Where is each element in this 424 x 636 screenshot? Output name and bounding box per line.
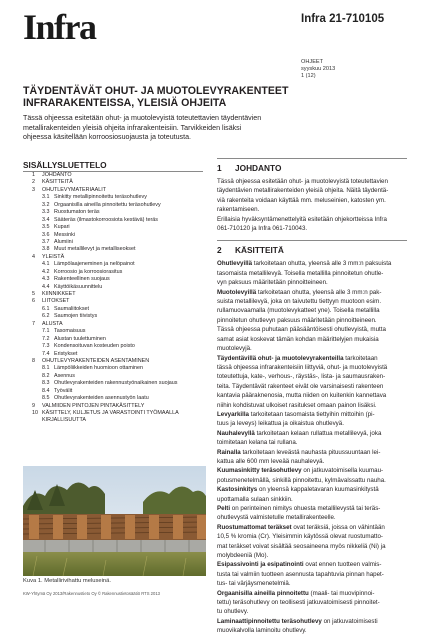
text-line: 10,5 % kromia (Cr). Yleisimmin käytössä olevat ruostumatto- (217, 533, 383, 541)
toc-item-number: 3.1 (42, 194, 50, 201)
toc-item-number: 3.2 (42, 201, 50, 208)
intro-line: ohjeessa käsitellään korroosiosuojausta ja toteutusta. (23, 133, 191, 142)
text-line: Levyarkilla tarkoitetaan tasomaista tiettyihin mittoihin (pi- (217, 410, 375, 418)
toc-item-number: 4.3 (42, 276, 50, 283)
toc-item-label: Sinkitty metallipinnoitettu teräsohutlevy (54, 194, 147, 201)
text-line: tusta tai valmiin tuotteen asennusta tapahtuvia pinnan hapet- (217, 570, 384, 578)
toc-item-label: Alustan tuulettuminen (54, 335, 106, 342)
toc-item-label: KÄSITTEITÄ (42, 179, 73, 186)
toc-item (23, 202, 206, 209)
section-2-body (217, 259, 407, 635)
toc-item (23, 417, 206, 424)
photo-image (23, 466, 206, 576)
text-line: Pelti on perinteinen nimitys ohuesta metallilevystä tai teräs- (217, 505, 381, 512)
toc-item-label: ALUSTA (42, 320, 63, 327)
toc-item (23, 276, 206, 283)
toc-item-label: Työvälit (54, 387, 73, 394)
toc-item-label: Käyttöikäsuunnittelu (54, 283, 103, 290)
toc-item-label: Orgaanisilla aineilla pinnoitettu teräsohutlevy (54, 201, 161, 208)
toc-item-label: Ohutlevyrakenteiden asennustyön laatu (54, 395, 149, 402)
document-meta (301, 59, 335, 81)
toc-item-number: 7.4 (42, 350, 50, 357)
text-line: rakentamiseen. (217, 206, 260, 214)
section-divider (217, 240, 407, 241)
toc-item (23, 298, 206, 305)
text-line: Tässä ohjeessa esitetään ohut- ja muotolevyistä toteutettavien (217, 178, 388, 185)
text-line: Nauhalevyllä tarkoitetaan kelaan rullattua metallilevyä, joka (217, 429, 382, 437)
toc-item-number: 3.4 (42, 216, 50, 223)
toc-item-number: 3.5 (42, 224, 50, 231)
toc-item-label: Kondensoituvan kosteuden poisto (54, 343, 135, 350)
text-line: Laminaattipinnoitettu teräsohutlevy on jatkuvatoimisesti (217, 617, 378, 625)
toc-item (23, 306, 206, 313)
table-of-contents (23, 172, 206, 425)
section-number: 2 (217, 245, 222, 256)
toc-item-label: Asennus (54, 372, 75, 379)
figure-caption: Kuva 1. Metallirivihattu meluseinä. (23, 578, 111, 584)
toc-item-number: 4.1 (42, 261, 50, 268)
toc-item-number: 7.2 (42, 335, 50, 342)
toc-item (23, 291, 206, 298)
toc-item-label: Muut metallilevyt ja metalliseokset (54, 246, 136, 253)
meta-date: syyskuu 2013 (301, 66, 336, 73)
main-text-column (217, 158, 407, 636)
text-line: tasomaista metallilevyä. Toisella metallilla pinnoitetun ohutle- (217, 269, 384, 277)
toc-item (23, 209, 206, 216)
toc-item-label: Saumaliitokset (54, 305, 90, 312)
toc-item-label: LIITOKSET (42, 298, 70, 305)
toc-item-number: 1 (32, 172, 35, 178)
toc-item-label: OHUTLEVYMATERIAALIT (42, 186, 106, 193)
toc-item (23, 269, 206, 276)
section-2-heading (217, 245, 407, 255)
text-line: tuus ja leveys) leikattua ja oikaistua ohutlevyä. (217, 420, 344, 428)
toc-item-number: 10 (32, 410, 38, 416)
section-1-heading (217, 163, 407, 173)
toc-item-number: 4 (32, 253, 35, 260)
toc-item (23, 343, 206, 350)
text-line: Tässä ohjeessa puhutaan pääsääntöisesti ohutlevyistä, mutta (217, 326, 386, 334)
text-line: Kuumasinkitty teräsohutlevy on jatkuvatoimisella kuumau- (217, 467, 384, 475)
text-line: Rainalla tarkoitetaan leveästä nauhasta pituussuuntaan lei- (217, 448, 381, 456)
toc-item-number: 7.3 (42, 343, 50, 350)
toc-item-label: Tasomaisuus (54, 328, 86, 335)
toc-item-number: 6 (32, 298, 35, 305)
toc-item-number: 2 (32, 179, 35, 186)
text-line: vyn paksuus määritetään pinnoitteineen. (217, 279, 328, 287)
text-line: Erillaisia hyväksyntämenettelyitä esitetään ohjekortteissa Infra (217, 215, 387, 223)
text-line: Ruostumattomat teräkset ovat teräksiä, joissa on vähintään (217, 523, 385, 531)
section-divider (217, 158, 407, 159)
noise-barrier-photo (23, 466, 206, 576)
toc-item (23, 365, 206, 372)
text-line: upottamalla sulaan sinkkiin. (217, 495, 293, 503)
intro-paragraph (23, 114, 408, 143)
toc-item (23, 321, 206, 328)
toc-item-label: Ohutlevyrakenteiden rakennustyönaikainen suojaus (54, 380, 178, 387)
text-line: kantavia pääraknenosia, mutta niiden on kuitenkin kannettava (217, 392, 387, 400)
toc-item-number: 7.1 (42, 328, 50, 335)
text-line: tu ohutlevy. (217, 608, 249, 616)
infra-logo: Infra (23, 7, 96, 47)
section-title: KÄSITTEITÄ (235, 245, 284, 256)
toc-item-number: 8.1 (42, 365, 50, 372)
toc-item-number: 8.2 (42, 372, 50, 379)
text-line: tus- tai värjäysmenetelmiä. (217, 580, 291, 588)
text-line: toteutettuja, kate-, verhous-, räystäs-, lista- ja saumausraken- (217, 373, 386, 381)
text-line: 061-710120 ja Infra 061-710043. (217, 225, 308, 233)
toc-item-label: Rakenteellinen suojaus (54, 276, 110, 283)
toc-item-number: 6.1 (42, 305, 50, 312)
text-line: Täydentävillä ohut- ja muotolevyrakenteilla tarkoitetaan (217, 354, 378, 362)
toc-item-number: 6.2 (42, 313, 50, 320)
toc-item-label: Kupari (54, 224, 70, 231)
text-line: tettu) teräsohutlevy on teollisesti jatkuvatoimisesti pinnoitet- (217, 599, 380, 607)
toc-item-number: 5 (32, 291, 35, 297)
toc-item (23, 194, 206, 201)
toc-item (23, 328, 206, 335)
toc-item-label: OHUTLEVYRAKENTEIDEN ASENTAMINEN (42, 357, 150, 364)
text-line: muotolevyjä. (217, 345, 252, 353)
text-line: teita. Täydentävät rakenteet eivät ole varsinaisesti rakenteen (217, 382, 384, 390)
toc-item-label: KIRJALLISUUTTA (42, 417, 86, 424)
toc-item (23, 403, 206, 410)
toc-item-label: Saumojen tiivistys (54, 313, 98, 320)
toc-item (23, 351, 206, 358)
toc-item-number: 8.4 (42, 387, 50, 394)
toc-item (23, 336, 206, 343)
document-number: Infra 21-710105 (301, 13, 385, 25)
toc-item (23, 284, 206, 291)
text-line: Esipassivointi ja esipatinointi ovat ennen tuotteen valmis- (217, 561, 382, 569)
toc-item (23, 224, 206, 231)
text-line: Kastosinkitys on yleensä kappaletavaran kuumasinkitystä (217, 486, 379, 494)
toc-item-label: Lämpölaajeneminen ja nelöpainot (54, 261, 135, 268)
title-line: TÄYDENTÄVÄT OHUT- JA MUOTOLEVYRAKENTEET (23, 85, 289, 97)
toc-item-number: 3 (32, 186, 35, 193)
text-line: täydentävien metallirakenteiden yleisiä ohjeita. Näitä täydentä- (217, 187, 389, 195)
meta-type: OHJEET (301, 59, 324, 65)
toc-item-number: 3.8 (42, 246, 50, 253)
toc-item (23, 388, 206, 395)
text-line: molybdeeniä (Mo). (217, 552, 269, 560)
toc-item (23, 410, 206, 417)
toc-item (23, 217, 206, 224)
text-line: ohutlevystä valmistetulle metallirakenteelle. (217, 514, 336, 522)
toc-item (23, 187, 206, 194)
toc-item-label: Sääteräs (ilmastokorroosiota kestävä) teräs (54, 216, 158, 223)
text-line: viä rakenteita voidaan käyttää mm. meluseinien, katosten ym. (217, 196, 386, 204)
text-line: potusmenetelmällä, sinkillä pinnoitettu, kylmävalssattu nauha. (217, 476, 386, 484)
toc-item-number: 3.6 (42, 231, 50, 238)
toc-item-label: KÄSITTELY, KULJETUS JA VARASTOINTI TYÖMAALLA (42, 410, 179, 416)
toc-item-number: 4.2 (42, 268, 50, 275)
toc-item-label: YLEISTÄ (42, 253, 65, 260)
text-line: toimitetaan kelana tai rullana. (217, 439, 298, 447)
toc-item-label: Lämpöliikkeiden huomioon ottaminen (54, 365, 144, 372)
text-line: Orgaanisilla aineilla pinnoitettu (maali- tai muovipinnoi- (217, 589, 375, 597)
section-number: 1 (217, 163, 222, 173)
text-line: niihin kohdistuvat ulkoiset rasitukset omaan painon lisäksi. (217, 401, 377, 409)
toc-heading: SISÄLLYSLUETTELO (23, 160, 107, 170)
toc-item (23, 380, 206, 387)
section-title: JOHDANTO (235, 163, 282, 173)
toc-item-number: 7 (32, 320, 35, 327)
toc-item (23, 261, 206, 268)
section-1-body (217, 177, 407, 233)
toc-item-label: KIINNIKKEET (42, 291, 76, 297)
toc-item-label: JOHDANTO (42, 172, 72, 178)
toc-item-number: 3.7 (42, 238, 50, 245)
toc-item (23, 395, 206, 402)
toc-item-label: VALMIIDEN PINTOJEN PINTAKÄSITTELY (42, 402, 145, 409)
toc-item (23, 254, 206, 261)
text-line: mat teräkset voivat sisältää seosaineena myös nikkeliä (Ni) ja (217, 542, 386, 550)
text-line: Ohutlevyillä tarkoitetaan ohutta, yleensä alle 3 mm:n paksuista (217, 260, 392, 268)
toc-item (23, 313, 206, 320)
text-line: tässä ohjeessa infrarakenteisiin liittyviä, ohut- ja muotolevyistä (217, 363, 388, 371)
text-line: pinnoitetun ohutlevyn paksuus määritetään pinnoitteineen. (217, 316, 377, 324)
text-line: suista metallilevyä, joka on taivutettu tiettyyn muotoon esim. (217, 298, 382, 306)
toc-item-label: Ruostumaton teräs (54, 209, 100, 216)
toc-item-number: 8.5 (42, 395, 50, 402)
toc-item-number: 3.3 (42, 209, 50, 216)
toc-item-label: Messinki (54, 231, 75, 238)
toc-item (23, 239, 206, 246)
toc-item-label: Eristykset (54, 350, 78, 357)
toc-item-number: 9 (32, 402, 35, 409)
toc-item (23, 232, 206, 239)
document-title (23, 85, 408, 109)
toc-item (23, 179, 206, 186)
text-line: kattua alle 600 mm leveää nauhalevyä. (217, 457, 325, 465)
intro-line: metallirakenteiden yleisiä ohjeita infrarakenteisiin. Tarvikkeiden lisäksi (23, 123, 242, 132)
toc-item (23, 358, 206, 365)
text-line: rullamuovaamalla (muotolevykatteet yne). Toisella metallilla (217, 307, 380, 315)
toc-item-number: 8 (32, 357, 35, 364)
toc-item-number: 8.3 (42, 380, 50, 387)
page-footer: KW-Yhtymä Oy 2013/Rakennustieto Oy © Rakennustietosäätiö RTS 2013 (23, 591, 161, 596)
text-line: samat asiat koskevat tämän kohdan määrittelyjen mukaisia (217, 335, 379, 343)
toc-item-label: Korroosio ja korroosiorasitus (54, 268, 123, 275)
text-line: muovikalvolla laminoitu ohutlevy. (217, 627, 307, 635)
toc-item (23, 246, 206, 253)
toc-item-label: Alumiini (54, 238, 73, 245)
meta-page: 1 (12) (301, 73, 316, 80)
toc-item (23, 373, 206, 380)
text-line: Muotolevyillä tarkoitetaan ohutta, yleensä alle 3 mm:n pak- (217, 288, 382, 296)
intro-line: Tässä ohjeessa esitetään ohut- ja muotolevyistä toteutettavien täydentävien (23, 114, 262, 122)
toc-item-number: 4.4 (42, 283, 50, 290)
title-line: INFRARAKENTEISSA, YLEISIÄ OHJEITA (23, 97, 227, 110)
